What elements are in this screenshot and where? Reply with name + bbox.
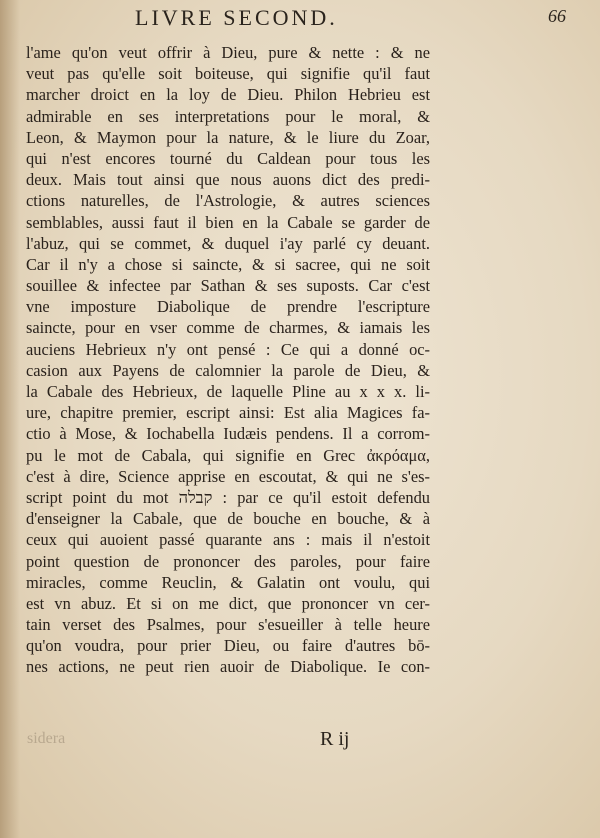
page-footer [0, 728, 600, 756]
text-line: saincte, pour en vser comme de charmes, & iamais les [26, 318, 430, 338]
text-line: script point du mot קבלה : par ce qu'il estoit defendu [26, 487, 431, 507]
text-line: semblables, aussi faut il bien en la Cabale se garder de [26, 212, 430, 232]
text-line: la Cabale des Hebrieux, de laquelle Pline au x x x. li- [26, 382, 430, 401]
text-line: nes actions, ne peut rien auoir de Diabolique. Ie con- [26, 657, 430, 677]
text-line: ure, chapitre premier, escript ainsi: Est alia Magices fa- [26, 403, 430, 423]
running-head [0, 0, 600, 40]
text-line: Car il n'y a chose si saincte, & si sacree, qui ne soit [26, 254, 430, 274]
text-line: l'ame qu'on veut offrir à Dieu, pure & nette : & ne [26, 43, 430, 62]
text-line: casion aux Payens de calomnier la parole de Dieu, & [26, 360, 430, 380]
text-line: Leon, & Maymon pour la nature, & le liure du Zoar, [26, 127, 430, 147]
text-line: veut pas qu'elle soit boiteuse, qui signifie qu'il faut [26, 64, 430, 84]
text-line: marcher droict en la loy de Dieu. Philon Hebrieu est [26, 85, 430, 105]
text-line: deux. Mais tout ainsi que nous auons dict des predi- [26, 170, 430, 190]
text-line: ctions naturelles, de l'Astrologie, & autres sciences [26, 191, 430, 211]
text-line: vne imposture Diabolique de prendre l'escripture [26, 297, 430, 317]
signature-mark: R ij [320, 728, 350, 750]
text-line: l'abuz, qui se commet, & duquel i'ay parlé cy deuant. [26, 233, 430, 253]
binding-gutter-shadow [0, 0, 20, 838]
text-line: auciens Hebrieux n'y ont pensé : Ce qui a donné oc- [26, 339, 430, 359]
text-line: qui n'est encores tourné du Caldean pour tous les [26, 148, 430, 168]
text-line: ctio à Mose, & Iochabella Iudæis pendens. Il a corrom- [26, 424, 430, 444]
text-line: pu le mot de Cabala, qui signifie en Grec ἀκρόαμα, [26, 445, 430, 465]
running-title: LIVRE SECOND. [135, 5, 338, 30]
text-line: est vn abuz. Et si on me dict, que prononcer vn cer- [26, 593, 430, 613]
body-text [26, 42, 430, 678]
text-line: admirable en ses interpretations pour le moral, & [26, 106, 430, 126]
text-line: ceux qui auoient passé quarante ans : mais il n'estoit [26, 530, 430, 550]
text-line: souillee & infectee par Sathan & ses suposts. Car c'est [26, 276, 430, 296]
text-line: miracles, comme Reuclin, & Galatin ont voulu, qui [26, 572, 430, 592]
text-line: qu'on voudra, pour prier Dieu, ou faire d'autres bō- [26, 636, 430, 656]
page-number: 66 [548, 6, 566, 26]
text-line: c'est à dire, Science apprise en escoutat, & qui ne s'es- [26, 466, 430, 486]
faded-catchword: sidera [27, 730, 66, 747]
text-line: tain verset des Psalmes, pour s'esueiller à telle heure [26, 615, 430, 635]
text-line: point question de prononcer des paroles, pour faire [26, 551, 430, 571]
text-line: d'enseigner la Cabale, que de bouche en bouche, & à [26, 509, 430, 529]
